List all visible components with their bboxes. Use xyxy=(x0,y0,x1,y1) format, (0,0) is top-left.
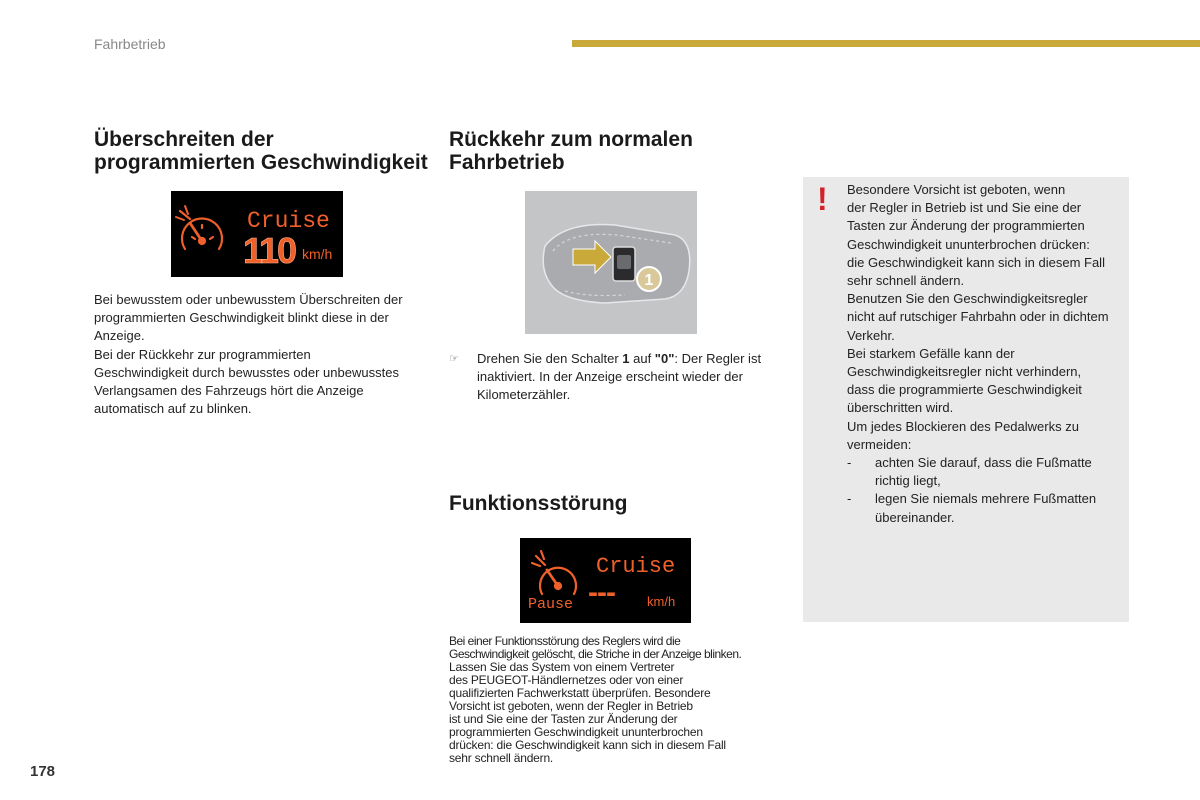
stalk-switch-illustration xyxy=(525,191,697,334)
callout-number: 1 xyxy=(644,272,654,289)
pause-label: Pause xyxy=(528,596,574,613)
text-line: qualifizierten Fachwerkstatt überprüfen. Besondere xyxy=(449,686,711,700)
text-line: Bei starkem Gefälle kann der xyxy=(847,345,1015,361)
text-line: Lassen Sie das System von einem Vertreter xyxy=(449,660,675,674)
text-line: Geschwindigkeitsregler nicht verhindern, xyxy=(847,364,1082,380)
stalk-switch-svg xyxy=(525,191,697,334)
warning-text xyxy=(847,181,1125,527)
heading-return-normal: Rückkehr zum normalen Fahrbetrieb xyxy=(449,128,693,174)
text-line: dass die programmierte Geschwindigkeit xyxy=(847,382,1082,398)
text-line: ist und Sie eine der Tasten zur Änderung der xyxy=(449,712,678,726)
cruise-display-speed xyxy=(171,191,343,277)
warning-exclamation-icon: ! xyxy=(817,181,828,217)
instruction-pre: Drehen Sie den Schalter xyxy=(477,351,623,366)
heading-malfunction: Funktionsstörung xyxy=(449,492,628,515)
list-dash: - xyxy=(847,455,852,471)
section-label: Fahrbetrieb xyxy=(94,36,166,52)
text-line: Anzeige. xyxy=(94,328,145,344)
list-item xyxy=(847,454,1125,490)
speed-unit: km/h xyxy=(647,594,676,609)
cruise-fault-svg xyxy=(520,538,691,623)
cruise-display-svg xyxy=(171,191,343,277)
text-line: Tasten zur Änderung der programmierten xyxy=(847,218,1085,234)
speed-exceeded-text xyxy=(94,291,424,418)
pointing-hand-icon: ☞ xyxy=(449,353,459,365)
list-dash: - xyxy=(847,491,852,507)
text-line: Verlangsamen des Fahrzeugs hört die Anzeige xyxy=(94,383,364,399)
text-line: Benutzen Sie den Geschwindigkeitsregler xyxy=(847,291,1088,307)
text-line: Vorsicht ist geboten, wenn der Regler in Betrieb xyxy=(449,699,693,713)
text-line: Geschwindigkeit ununterbrochen drücken: xyxy=(847,236,1090,252)
speed-dashes: --- xyxy=(588,576,615,609)
speedometer-icon xyxy=(176,206,222,249)
text-line: überschritten wird. xyxy=(847,400,954,416)
text-line: nicht auf rutschiger Fahrbahn oder in dichtem xyxy=(847,309,1109,325)
page-number: 178 xyxy=(30,763,56,780)
text-line: der Regler in Betrieb ist und Sie eine der xyxy=(847,200,1082,216)
text-line: Verkehr. xyxy=(847,327,895,343)
list-item-text: achten Sie darauf, dass die Fußmatte richtig liegt, xyxy=(875,455,1092,489)
text-line: des PEUGEOT-Händlernetzes oder von einer xyxy=(449,673,684,687)
text-line: vermeiden: xyxy=(847,436,912,452)
text-line: Bei der Rückkehr zur programmierten xyxy=(94,346,311,362)
warning-box xyxy=(803,177,1129,622)
text-line: sehr schnell ändern. xyxy=(847,273,965,289)
text-line: die Geschwindigkeit kann sich in diesem Fall xyxy=(847,254,1105,270)
text-line: Bei bewusstem oder unbewusstem Überschreiten der xyxy=(94,292,403,307)
cruise-label: Cruise xyxy=(596,554,676,579)
instruction-post: : Der Regler ist inaktiviert. In der Anzeige erscheint wieder der Kilometerzähler. xyxy=(477,351,762,403)
switch-number: 1 xyxy=(622,351,630,366)
text-line: programmierten Geschwindigkeit blinkt diese in der xyxy=(94,310,389,326)
text-line: programmierten Geschwindigkeit ununterbrochen xyxy=(449,725,703,739)
speed-value: 110 xyxy=(243,230,296,271)
text-line: Bei einer Funktionsstörung des Reglers wird die xyxy=(449,634,681,648)
malfunction-text xyxy=(449,635,779,765)
list-item-text: legen Sie niemals mehrere Fußmatten übereinander. xyxy=(875,491,1097,525)
speedometer-icon xyxy=(532,551,576,594)
text-line: drücken: die Geschwindigkeit kann sich in diesem Fall xyxy=(449,738,726,752)
heading-speed-exceeded: Überschreiten der programmierten Geschwindigkeit xyxy=(94,128,428,174)
instruction-text xyxy=(477,350,777,405)
text-line: automatisch auf zu blinken. xyxy=(94,401,252,417)
cruise-label: Cruise xyxy=(247,208,330,234)
text-line: sehr schnell ändern. xyxy=(449,751,554,765)
instruction-mid: auf xyxy=(629,351,655,366)
text-line: Besondere Vorsicht ist geboten, wenn xyxy=(847,182,1066,197)
switch-position: "0" xyxy=(654,351,675,366)
list-item xyxy=(847,490,1125,526)
cruise-display-fault xyxy=(520,538,691,623)
text-line: Geschwindigkeit gelöscht, die Striche in der Anzeige blinken. xyxy=(449,647,742,661)
text-line: Geschwindigkeit durch bewusstes oder unbewusstes xyxy=(94,364,399,380)
text-line: Um jedes Blockieren des Pedalwerks zu xyxy=(847,418,1079,434)
speed-unit: km/h xyxy=(302,246,333,262)
header-accent-bar xyxy=(572,40,1200,47)
